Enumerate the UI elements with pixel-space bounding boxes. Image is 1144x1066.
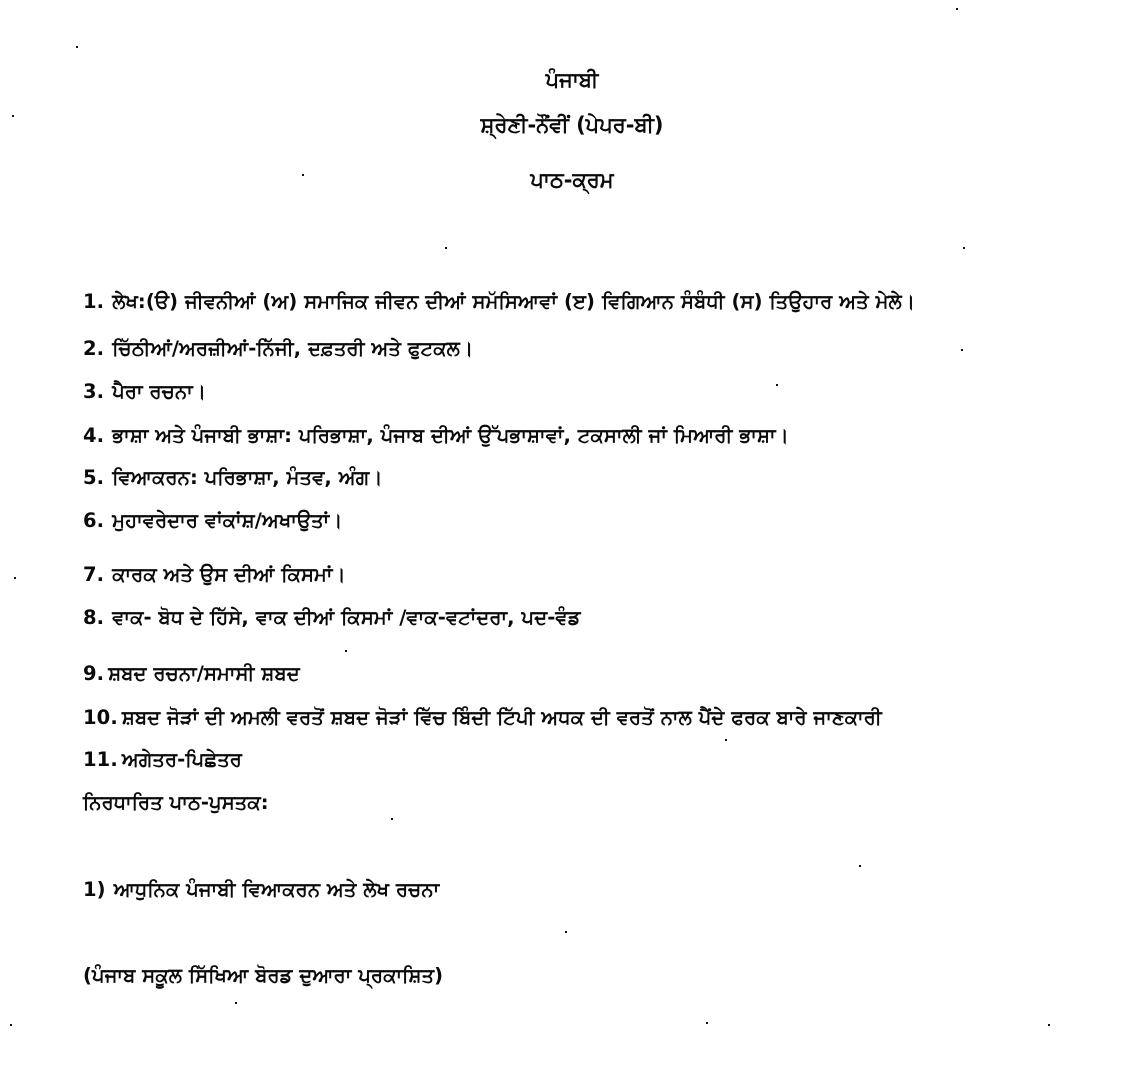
- syllabus-item-11: [83, 746, 242, 774]
- scan-speck: [706, 1022, 708, 1024]
- scan-speck: [725, 739, 727, 741]
- item-text: ਲੇਖ:(ੳ) ਜੀਵਨੀਆਂ (ਅ) ਸਮਾਜਿਕ ਜੀਵਨ ਦੀਆਂ ਸਮੱਸਿਆਵਾਂ (ੲ) ਵਿਗਿਆਨ ਸੰਬੰਧੀ (ਸ) ਤਿਉਹਾਰ ਅਤੇ ਮੇਲੇ।: [112, 290, 916, 313]
- syllabus-title: ਪਾਠ-ਕ੍ਰਮ: [530, 168, 614, 192]
- item-number: 3.: [83, 380, 105, 403]
- item-text: ਭਾਸ਼ਾ ਅਤੇ ਪੰਜਾਬੀ ਭਾਸ਼ਾ: ਪਰਿਭਾਸ਼ਾ, ਪੰਜਾਬ ਦੀਆਂ ਉੱਪਭਾਸ਼ਾਵਾਂ, ਟਕਸਾਲੀ ਜਾਂ ਮਿਆਰੀ ਭਾਸ਼ਾ।: [112, 424, 789, 447]
- item-text: ਚਿੱਠੀਆਂ/ਅਰਜ਼ੀਆਂ-ਨਿੱਜੀ, ਦਫ਼ਤਰੀ ਅਤੇ ਫੁਟਕਲ।: [112, 337, 474, 360]
- syllabus-item-2: [83, 335, 473, 363]
- item-text: ਵਾਕ- ਬੋਧ ਦੇ ਹਿੱਸੇ, ਵਾਕ ਦੀਆਂ ਕਿਸਮਾਂ /ਵਾਕ-ਵਟਾਂਦਰਾ, ਪਦ-ਵੰਡ: [112, 606, 581, 629]
- scan-speck: [963, 247, 965, 249]
- syllabus-item-3: [83, 378, 206, 406]
- class-paper-title: ਸ਼੍ਰੇਣੀ-ਨੌਂਵੀਂ (ਪੇਪਰ-ਬੀ): [480, 113, 664, 137]
- item-text: ਅਗੇਤਰ-ਪਿਛੇਤਰ: [121, 748, 242, 771]
- syllabus-item-6: [83, 507, 342, 535]
- item-text: ਪੈਰਾ ਰਚਨਾ।: [112, 380, 207, 403]
- item-number: 11.: [83, 748, 118, 771]
- item-text: ਆਧੁਨਿਕ ਪੰਜਾਬੀ ਵਿਆਕਰਨ ਅਤੇ ਲੇਖ ਰਚਨਾ: [113, 878, 440, 901]
- syllabus-item-10: [83, 704, 882, 732]
- scan-speck: [76, 46, 78, 48]
- syllabus-item-4: [83, 422, 789, 450]
- scan-speck: [956, 8, 958, 10]
- textbook-item-1: [83, 876, 439, 904]
- item-number: 4.: [83, 424, 105, 447]
- item-number: 1): [83, 878, 106, 901]
- scan-speck: [10, 1024, 12, 1026]
- scan-speck: [445, 247, 447, 249]
- scan-speck: [961, 349, 963, 351]
- item-text: ਮੁਹਾਵਰੇਦਾਰ ਵਾਂਕਾਂਸ਼/ਅਖਾਉਤਾਂ।: [112, 509, 343, 532]
- subject-title: ਪੰਜਾਬੀ: [545, 68, 599, 92]
- scan-speck: [859, 865, 861, 867]
- item-number: 1.: [83, 290, 105, 313]
- scan-speck: [776, 384, 778, 386]
- item-number: 7.: [83, 563, 105, 586]
- item-text: ਸ਼ਬਦ ਜੋੜਾਂ ਦੀ ਅਮਲੀ ਵਰਤੋਂ ਸ਼ਬਦ ਜੋੜਾਂ ਵਿੱਚ ਬਿੰਦੀ ਟਿੱਪੀ ਅਧਕ ਦੀ ਵਰਤੋਂ ਨਾਲ ਪੈਂਦੇ ਫਰਕ ਬਾਰੇ ਜਾਣਕਾਰੀ: [121, 706, 882, 729]
- item-text: ਕਾਰਕ ਅਤੇ ਉਸ ਦੀਆਂ ਕਿਸਮਾਂ।: [112, 563, 346, 586]
- item-text: ਵਿਆਕਰਨ: ਪਰਿਭਾਸ਼ਾ, ਮੰਤਵ, ਅੰਗ।: [112, 466, 383, 489]
- item-number: 10.: [83, 706, 118, 729]
- scan-speck: [1048, 1024, 1050, 1026]
- scan-speck: [345, 650, 347, 652]
- syllabus-item-9: [83, 660, 300, 688]
- publisher-note: (ਪੰਜਾਬ ਸਕੂਲ ਸਿੱਖਿਆ ਬੋਰਡ ਦੁਆਰਾ ਪ੍ਰਕਾਸ਼ਿਤ): [83, 964, 444, 987]
- textbook-heading: ਨਿਰਧਾਰਿਤ ਪਾਠ-ਪੁਸਤਕ:: [83, 791, 269, 814]
- item-text: ਸ਼ਬਦ ਰਚਨਾ/ਸਮਾਸੀ ਸ਼ਬਦ: [108, 662, 300, 685]
- syllabus-item-5: [83, 464, 383, 492]
- item-number: 2.: [83, 337, 105, 360]
- item-number: 9.: [83, 662, 105, 685]
- item-number: 8.: [83, 606, 105, 629]
- scan-speck: [565, 931, 567, 933]
- scan-speck: [12, 115, 14, 117]
- syllabus-item-7: [83, 561, 346, 589]
- scan-speck: [391, 818, 393, 820]
- scan-speck: [235, 1002, 237, 1004]
- item-number: 5.: [83, 466, 105, 489]
- syllabus-item-8: [83, 604, 581, 632]
- scan-speck: [302, 174, 304, 176]
- syllabus-item-1: [83, 288, 915, 316]
- item-number: 6.: [83, 509, 105, 532]
- scan-speck: [14, 577, 16, 579]
